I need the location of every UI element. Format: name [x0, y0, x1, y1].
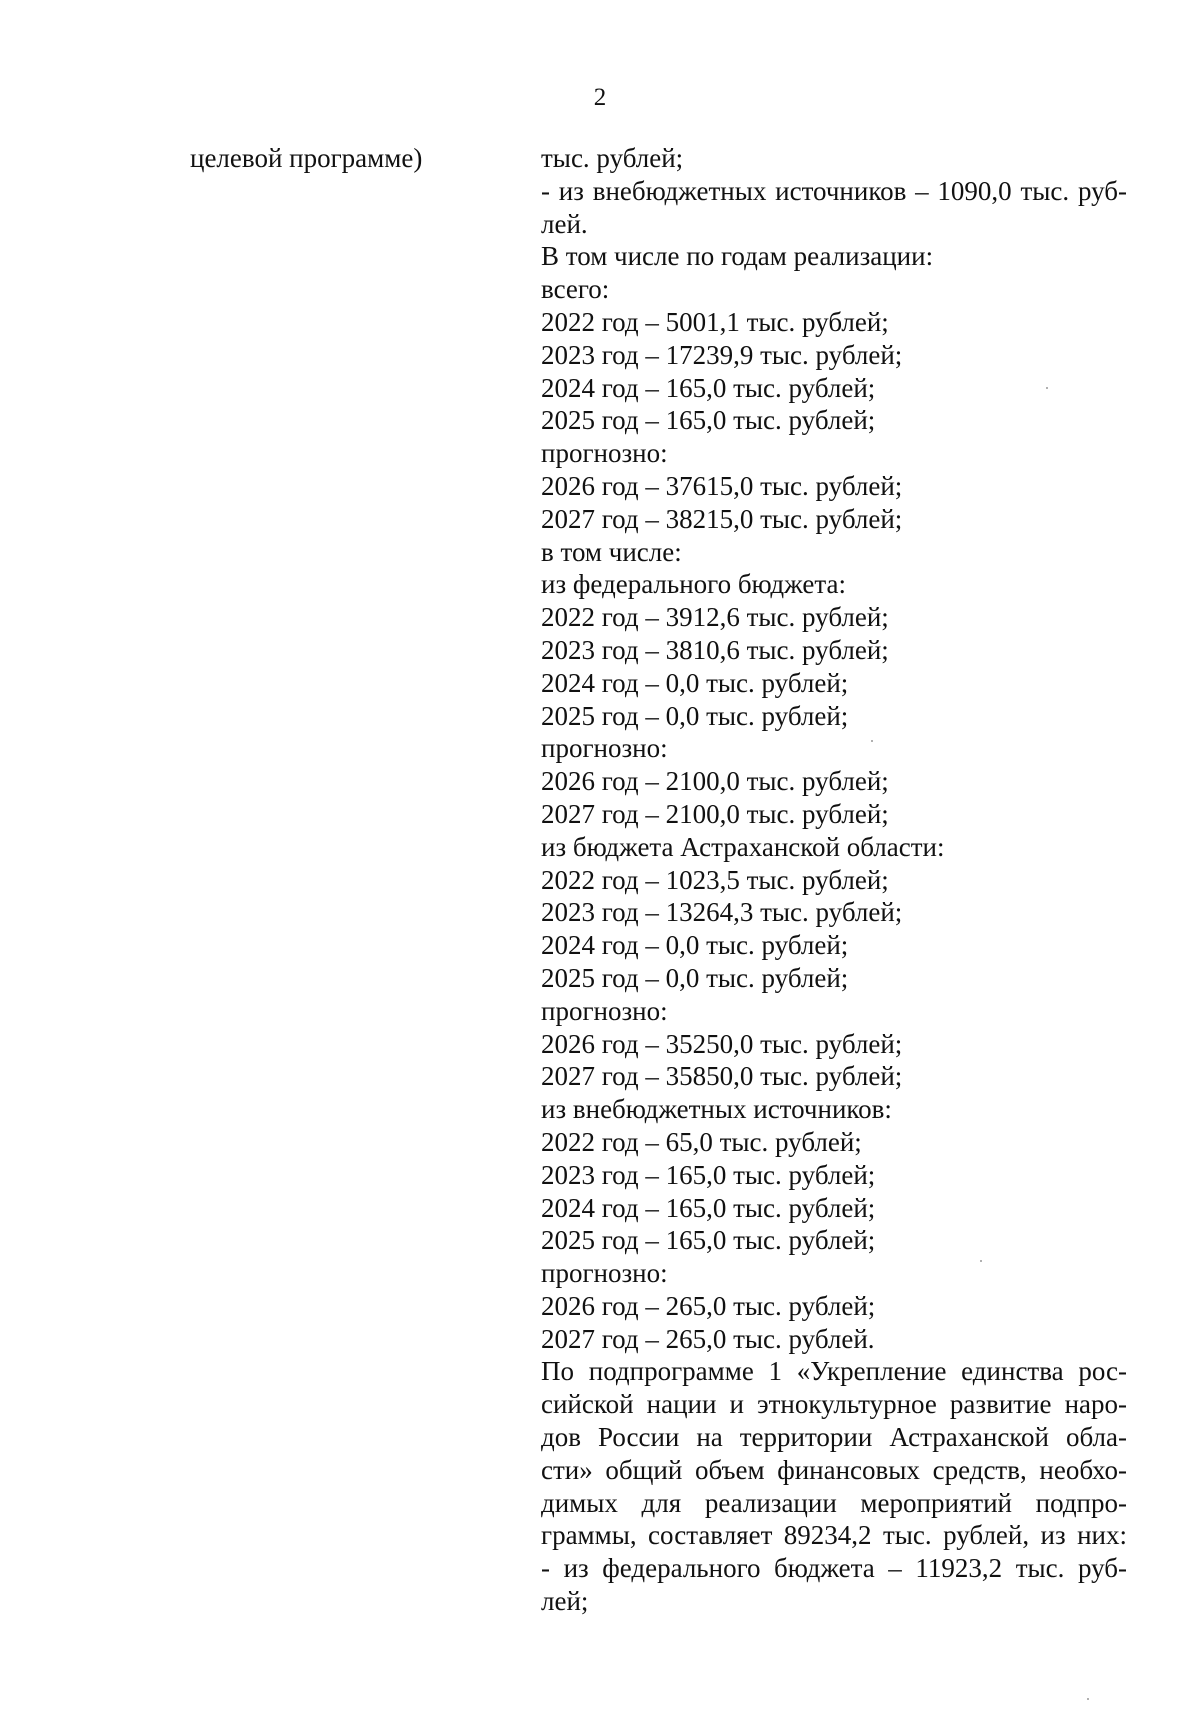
text-line: тыс. рублей;: [541, 143, 684, 173]
text-line: прогнозно:: [541, 438, 668, 469]
text-line: прогнозно:: [541, 995, 668, 1026]
text-line: По подпрограмме 1 «Укрепление единства рос-: [541, 1356, 1127, 1387]
text-line: 2026 год – 265,0 тыс. рублей;: [541, 1290, 876, 1321]
text-line: всего:: [541, 274, 610, 305]
text-line: прогнозно:: [541, 1258, 668, 1289]
text-line: 2027 год – 265,0 тыс. рублей.: [541, 1323, 875, 1354]
text-line: сти» общий объем финансовых средств, необхо-: [541, 1454, 1127, 1485]
scan-speck: [871, 740, 873, 742]
scan-speck: [1087, 1698, 1089, 1700]
text-line: 2025 год – 0,0 тыс. рублей;: [541, 962, 849, 993]
left-column-text: целевой программе): [190, 143, 423, 173]
text-line: 2026 год – 2100,0 тыс. рублей;: [541, 766, 889, 797]
text-line: 2025 год – 165,0 тыс. рублей;: [541, 405, 876, 436]
text-line: димых для реализации мероприятий подпро-: [541, 1487, 1127, 1518]
text-line: 2022 год – 5001,1 тыс. рублей;: [541, 306, 889, 337]
text-line: 2026 год – 37615,0 тыс. рублей;: [541, 470, 903, 501]
scan-speck: [980, 1260, 982, 1262]
text-line: 2024 год – 165,0 тыс. рублей;: [541, 372, 876, 403]
text-line: 2027 год – 2100,0 тыс. рублей;: [541, 798, 889, 829]
text-line: прогнозно:: [541, 733, 668, 764]
text-line: лей.: [541, 208, 588, 239]
text-line: 2024 год – 0,0 тыс. рублей;: [541, 930, 849, 961]
text-line: 2023 год – 13264,3 тыс. рублей;: [541, 897, 903, 928]
text-line: 2022 год – 3912,6 тыс. рублей;: [541, 602, 889, 633]
text-line: из федерального бюджета:: [541, 569, 846, 600]
financing-text-column: [541, 142, 1127, 1618]
text-line: 2025 год – 0,0 тыс. рублей;: [541, 700, 849, 731]
text-line: сийской нации и этнокультурное развитие наро-: [541, 1389, 1127, 1420]
text-line: лей;: [541, 1586, 589, 1617]
text-line: 2027 год – 38215,0 тыс. рублей;: [541, 503, 903, 534]
text-line: 2025 год – 165,0 тыс. рублей;: [541, 1225, 876, 1256]
scan-speck: [1046, 387, 1048, 389]
page-number: 2: [593, 84, 607, 111]
text-line: 2023 год – 3810,6 тыс. рублей;: [541, 634, 889, 665]
text-line: 2022 год – 1023,5 тыс. рублей;: [541, 864, 889, 895]
text-line: В том числе по годам реализации:: [541, 241, 934, 272]
text-line: 2024 год – 0,0 тыс. рублей;: [541, 667, 849, 698]
text-line: 2027 год – 35850,0 тыс. рублей;: [541, 1061, 903, 1092]
text-line: в том числе:: [541, 536, 682, 567]
text-line: 2026 год – 35250,0 тыс. рублей;: [541, 1028, 903, 1059]
text-line: 2023 год – 17239,9 тыс. рублей;: [541, 339, 903, 370]
text-line: дов России на территории Астраханской обла-: [541, 1422, 1127, 1453]
text-line: - из внебюджетных источников – 1090,0 тыс. руб-: [541, 175, 1127, 206]
text-line: 2024 год – 165,0 тыс. рублей;: [541, 1192, 876, 1223]
text-line: 2022 год – 65,0 тыс. рублей;: [541, 1126, 862, 1157]
text-line: из бюджета Астраханской области:: [541, 831, 945, 862]
text-line: 2023 год – 165,0 тыс. рублей;: [541, 1159, 876, 1190]
text-line: из внебюджетных источников:: [541, 1094, 892, 1125]
text-line: граммы, составляет 89234,2 тыс. рублей, из них:: [541, 1520, 1127, 1551]
text-line: - из федерального бюджета – 11923,2 тыс. руб-: [541, 1553, 1127, 1584]
